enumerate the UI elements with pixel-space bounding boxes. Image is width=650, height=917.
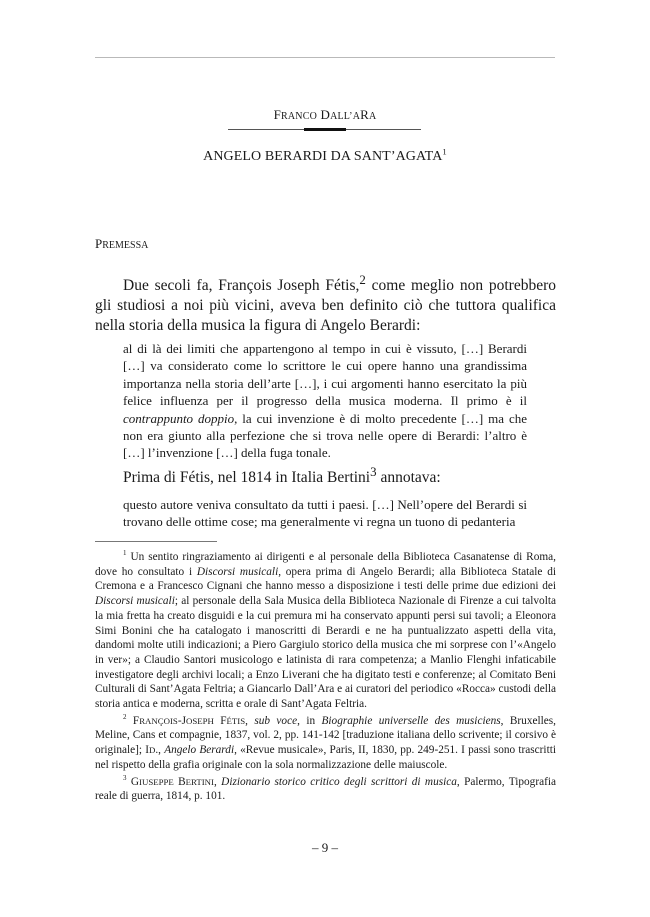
block-quote: [123, 496, 527, 531]
quote-text: , la cui invenzione è di molto precedente […] ma che non era giunto alla perfezione che si trova nelle opere di Berardi: l’altro è […] l’invenzione […] della fuga tonale.: [123, 410, 527, 461]
body-paragraph: [95, 462, 556, 488]
footnote-text: , Bruxelles, Meline, Cans et compagnie, 1837, vol. 2, pp. 141-142 [traduzione italiana dello scrivente; il corsivo è originale];: [95, 714, 557, 757]
footnote-text: Un sentito ringraziamento ai dirigenti e al personale della Biblioteca Casanatense di Roma, dove ho consultato i: [95, 551, 556, 578]
footnote-italic: sub voce: [254, 714, 298, 727]
footnote-text: ,: [245, 714, 255, 727]
footnote-text: , in: [297, 714, 322, 727]
footnote-name: -J: [177, 714, 186, 727]
paragraph-text: Due secoli fa, François Joseph Fétis,: [123, 277, 360, 295]
author-name: [0, 107, 650, 123]
footnote-name: F: [213, 714, 227, 727]
author-initial: R: [360, 107, 370, 122]
footnote-number: 3: [123, 773, 127, 782]
author-initial: F: [273, 107, 281, 122]
footnote-name: I: [145, 744, 149, 757]
footnote-name: F: [132, 714, 140, 727]
article-title: [0, 146, 650, 165]
author-initial: D: [320, 107, 331, 122]
footnote-ref[interactable]: 3: [370, 464, 377, 479]
quote-italic: contrappunto doppio: [123, 410, 235, 426]
footnote-text: .,: [155, 744, 165, 757]
footnote-1: [95, 550, 556, 712]
footnote-ref[interactable]: 2: [359, 272, 366, 287]
footnote-number: 2: [123, 712, 127, 721]
section-heading: [95, 236, 148, 252]
footnote-number: 1: [123, 549, 127, 558]
quote-text: questo autore veniva consultato da tutti i paesi. […] Nell’opere del Berardi si trovano delle ottime cose; ma generalmente vi regna un tuono di pedanteria: [123, 497, 527, 530]
author-smallcaps: RANCO: [281, 111, 318, 122]
footnote-name: G: [126, 775, 140, 788]
section-initial: P: [95, 236, 103, 251]
body-paragraph: [95, 270, 556, 336]
footnotes: [95, 550, 556, 806]
footnote-italic: Discorsi musicali: [95, 595, 175, 608]
footnote-separator: [95, 541, 217, 542]
footnote-name-smallcaps: D: [149, 745, 156, 756]
footnote-text: ; al personale della Sala Musica della Biblioteca Nazionale di Firenze a cui talvolta la mia fretta ha creato disguidi e la cui premura mi ha conservato appunti persi sui tavoli; a Eleonora Simi Bonini che ha catalogato i manoscritti di Berardi e ne ha puntualizzato aspetti della vita, dandomi molte utili indicazioni; a Piero Gargiulo storico della musica che mi sorprese con l’«Angelo in ver»; a Claudio Santori musicologo e latinista di rara competenza; a Manlio Flenghi infaticabile investigatore degli archivi locali; a Enzo Liverani che ha digitato testi e conferenze; al Comitato Beni Culturali di Sant’Agata Feltria; a Giancarlo Dall’Ara e ai curatori del periodico «Rocca» custodi della storia antica e moderna, scritta e orale di Sant’Agata Feltria.: [95, 595, 556, 711]
footnote-name-smallcaps: ERTINI: [185, 776, 214, 787]
footnote-italic: Angelo Berardi: [164, 744, 235, 757]
footnote-italic: Biographie universelle des musiciens: [321, 714, 501, 727]
footnote-3: [95, 775, 556, 804]
paragraph-text: come meglio non potrebbero gli studiosi a noi più vicini, aveva ben definito ciò che tuttora qualifica nella storia della musica la figura di Angelo Berardi:: [95, 277, 556, 335]
paragraph-text: annotava:: [376, 469, 441, 487]
footnote-italic: Discorsi musicali: [196, 565, 279, 578]
footnote-name-smallcaps: OSEPH: [185, 715, 214, 726]
author-smallcaps: A: [369, 111, 377, 122]
article-title-text: ANGELO BERARDI DA SANT’AGATA: [203, 149, 443, 164]
footnote-name-smallcaps: IUSEPPE: [139, 776, 174, 787]
footnote-2: [95, 714, 556, 773]
footnote-text: , opera prima di Angelo Berardi; alla Biblioteca Statale di Cremona e a Francesco Cignani che hanno messo a disposizione i testi delle prime due edizioni dei: [95, 565, 556, 593]
paragraph-text: Prima di Fétis, nel 1814 in Italia Bertini: [123, 469, 371, 487]
block-quote: [123, 340, 527, 462]
title-rule-accent: [304, 128, 346, 131]
header-rule: [95, 57, 555, 58]
footnote-text: ,: [213, 775, 222, 788]
footnote-ref[interactable]: 1: [442, 146, 447, 157]
footnote-name-smallcaps: RANÇOIS: [139, 715, 178, 726]
section-smallcaps: REMESSA: [102, 240, 149, 251]
footnote-italic: Dizionario storico critico degli scrittori di musica: [221, 775, 457, 788]
footnote-text: , Palermo, Tipografia reale di guerra, 1814, p. 101.: [95, 775, 557, 803]
author-smallcaps: ALL’A: [330, 111, 361, 122]
footnote-name: B: [173, 775, 186, 788]
footnote-text: , «Revue musicale», Paris, II, 1830, pp. 249-251. I passi sono trascritti nel rispetto della grafia originale con la sola normalizzazione delle maiuscole.: [95, 744, 556, 771]
page-number: – 9 –: [312, 840, 338, 855]
quote-text: al di là dei limiti che appartengono al tempo in cui è vissuto, […] Berardi […] va considerato come lo scrittore le cui opere hanno una grandissima importanza nella storia dell’arte […], i cui argomenti hanno esercitato la più felice influenza per il progresso della musica moderna. Il primo è il: [123, 341, 527, 409]
footnote-name-smallcaps: ÉTIS: [226, 715, 246, 726]
